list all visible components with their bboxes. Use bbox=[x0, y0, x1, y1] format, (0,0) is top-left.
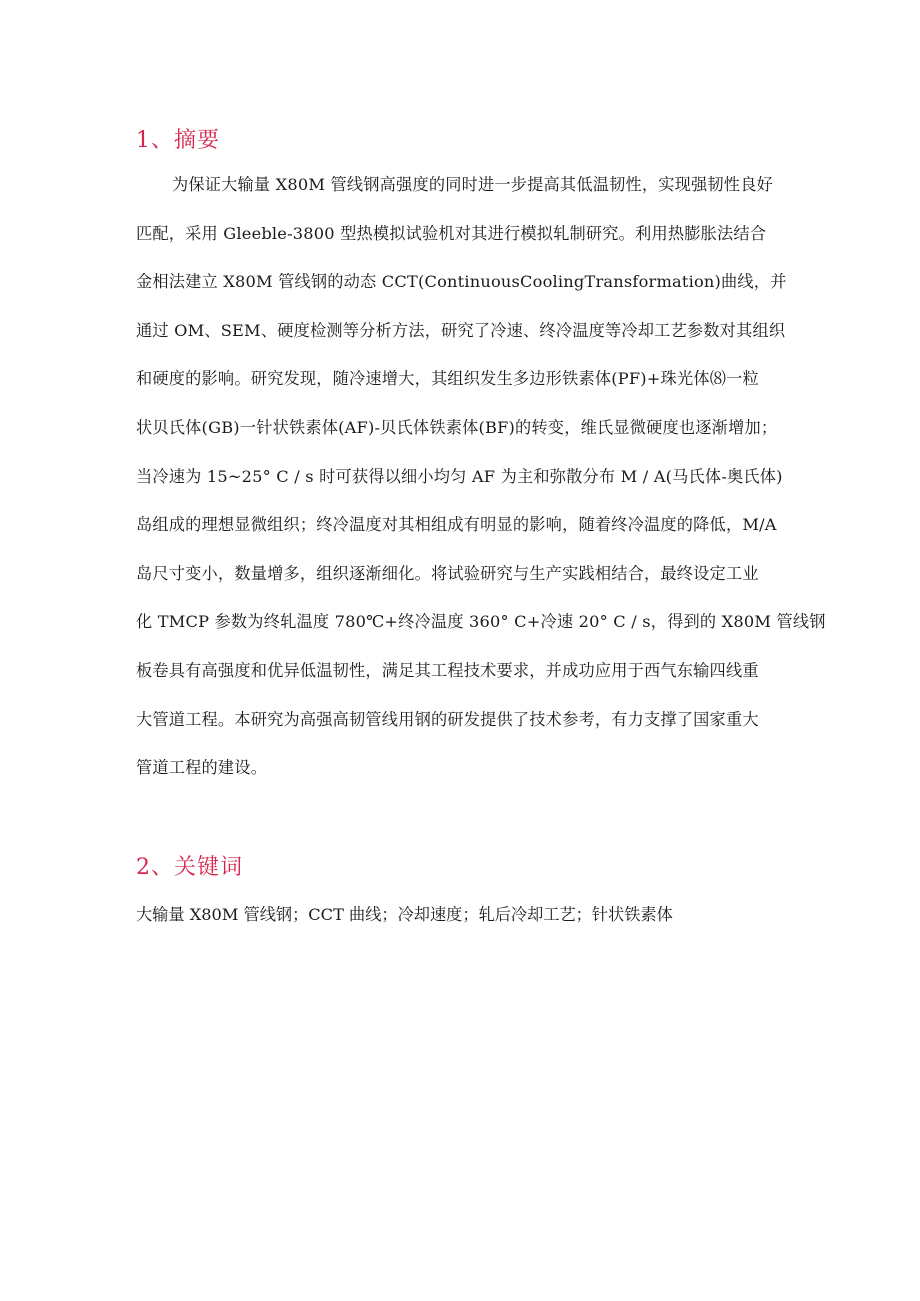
abstract-line: 化 TMCP 参数为终轧温度 780℃+终冷温度 360° C+冷速 20° C / s，得到的 X80M 管线钢 bbox=[136, 612, 826, 632]
abstract-line: 当冷速为 15~25° C / s 时可获得以细小均匀 AF 为主和弥散分布 M / A(马氏体-奥氏体) bbox=[136, 466, 783, 486]
abstract-heading: 1、摘要 bbox=[136, 128, 220, 153]
abstract-paragraph bbox=[136, 168, 826, 800]
abstract-line: 岛组成的理想显微组织；终冷温度对其相组成有明显的影响，随着终冷温度的降低，M/A bbox=[136, 515, 777, 535]
abstract-line: 状贝氏体(GB)一针状铁素体(AF)-贝氏体铁素体(BF)的转变，维氏显微硬度也逐渐增加； bbox=[136, 417, 778, 437]
abstract-line: 板卷具有高强度和优异低温韧性，满足其工程技术要求，并成功应用于西气东输四线重 bbox=[136, 660, 759, 680]
abstract-line: 为保证大输量 X80M 管线钢高强度的同时进一步提高其低温韧性，实现强韧性良好 bbox=[172, 175, 773, 194]
abstract-line: 和硬度的影响。研究发现，随冷速增大，其组织发生多边形铁素体(PF)+珠光体⑻一粒 bbox=[136, 369, 759, 389]
abstract-line: 岛尺寸变小，数量增多，组织逐渐细化。将试验研究与生产实践相结合，最终设定工业 bbox=[136, 563, 759, 583]
abstract-line: 管道工程的建设。 bbox=[136, 758, 268, 778]
abstract-line: 通过 OM、SEM、硬度检测等分析方法，研究了冷速、终冷温度等冷却工艺参数对其组织 bbox=[136, 320, 786, 340]
keywords-text: 大输量 X80M 管线钢；CCT 曲线；冷却速度；轧后冷却工艺；针状铁素体 bbox=[136, 905, 673, 924]
abstract-line: 匹配，采用 Gleeble-3800 型热模拟试验机对其进行模拟轧制研究。利用热膨胀法结合 bbox=[136, 223, 767, 243]
abstract-line: 金相法建立 X80M 管线钢的动态 CCT(ContinuousCoolingTransformation)曲线，并 bbox=[136, 272, 787, 292]
keywords-heading: 2、关键词 bbox=[136, 855, 243, 880]
abstract-line: 大管道工程。本研究为高强高韧管线用钢的研发提供了技术参考，有力支撑了国家重大 bbox=[136, 709, 759, 729]
